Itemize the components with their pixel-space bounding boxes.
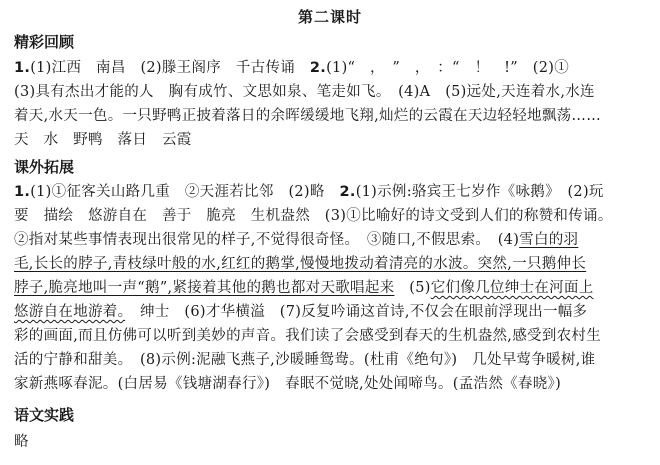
review-line-3: 着天,水天一色。一只野鸭正披着落日的余晖缓缓地飞翔,灿烂的云霞在天边轻轻地飘荡…… [14, 108, 602, 124]
underlined-text: 脖子,脆亮地叫一声“鹅”,紧接着其他的鹅也都对天歌唱起来 [14, 280, 395, 296]
extension-line-7: 彩的画面,而且仿佛可以听到美妙的声音。我们读了会感受到春天的生机盎然,感受到农村生 [14, 328, 602, 344]
q-number: 2. [309, 60, 327, 76]
answer-text: (1)江西 南昌 (2)滕王阁序 千古传诵 [30, 60, 310, 76]
wavy-underlined-text: 悠游自在地游着。 [14, 304, 126, 320]
answer-text: 绅士 (6)才华横溢 (7)反复吟诵这首诗,不仅会在眼前浮现出一幅多 [125, 304, 588, 320]
extension-line-2: 要 描绘 悠游自在 善于 脆亮 生机盎然 (3)①比喻好的诗文受到人们的称赞和传诵。 [14, 208, 613, 224]
practice-line-1: 略 [14, 434, 29, 450]
answer-text: (1)“ ， ” ， ：“ ！ !” (2)① [326, 60, 570, 76]
answer-text: ②指对某些事情表现出很常见的样子,不觉得很奇怪。 ③随口,不假思索。 (4) [14, 232, 520, 248]
review-line-1 [14, 57, 569, 79]
underlined-text: 毛,长长的脖子,青枝绿叶般的水,红红的鹅掌,慢慢地拨动着清亮的水波。突然,一只鹅伸长 [14, 256, 587, 272]
extension-line-1 [14, 181, 604, 203]
section-heading-review: 精彩回顾 [14, 33, 75, 51]
review-line-4: 天 水 野鸭 落日 云霞 [14, 132, 192, 148]
q-number: 1. [14, 184, 31, 200]
extension-line-3 [14, 229, 578, 251]
extension-line-6 [14, 301, 587, 323]
q-number: 1. [14, 60, 31, 76]
wavy-underlined-text: 它们像几位绅士在河面上 [430, 280, 594, 296]
answer-text: (1)①征客关山路几重 ②天涯若比邻 (2)略 [30, 184, 340, 200]
answer-text: (5) [394, 280, 431, 296]
extension-line-5 [14, 277, 594, 299]
extension-line-4 [14, 253, 586, 275]
extension-line-8: 活的宁静和甜美。 (8)示例:泥融飞燕子,沙暖睡鸳鸯。(杜甫《绝句》) 几处早莺争暖树,谁 [14, 352, 596, 368]
underlined-text: 雪白的羽 [519, 232, 579, 248]
lesson-title: 第二课时 [297, 8, 362, 26]
section-heading-extension: 课外拓展 [14, 158, 75, 176]
q-number: 2. [339, 184, 356, 200]
answer-text: (1)示例:骆宾王七岁作《咏鹅》 (2)玩 [355, 184, 604, 200]
review-line-2: (3)具有杰出才能的人 胸有成竹、文思如泉、笔走如飞。 (4)A (5)远处,天连着水,水连 [14, 84, 595, 100]
extension-line-9: 家新燕啄春泥。(白居易《钱塘湖春行》) 春眠不觉晓,处处闻啼鸟。(孟浩然《春晓》) [14, 376, 562, 392]
section-heading-practice: 语文实践 [14, 406, 75, 424]
